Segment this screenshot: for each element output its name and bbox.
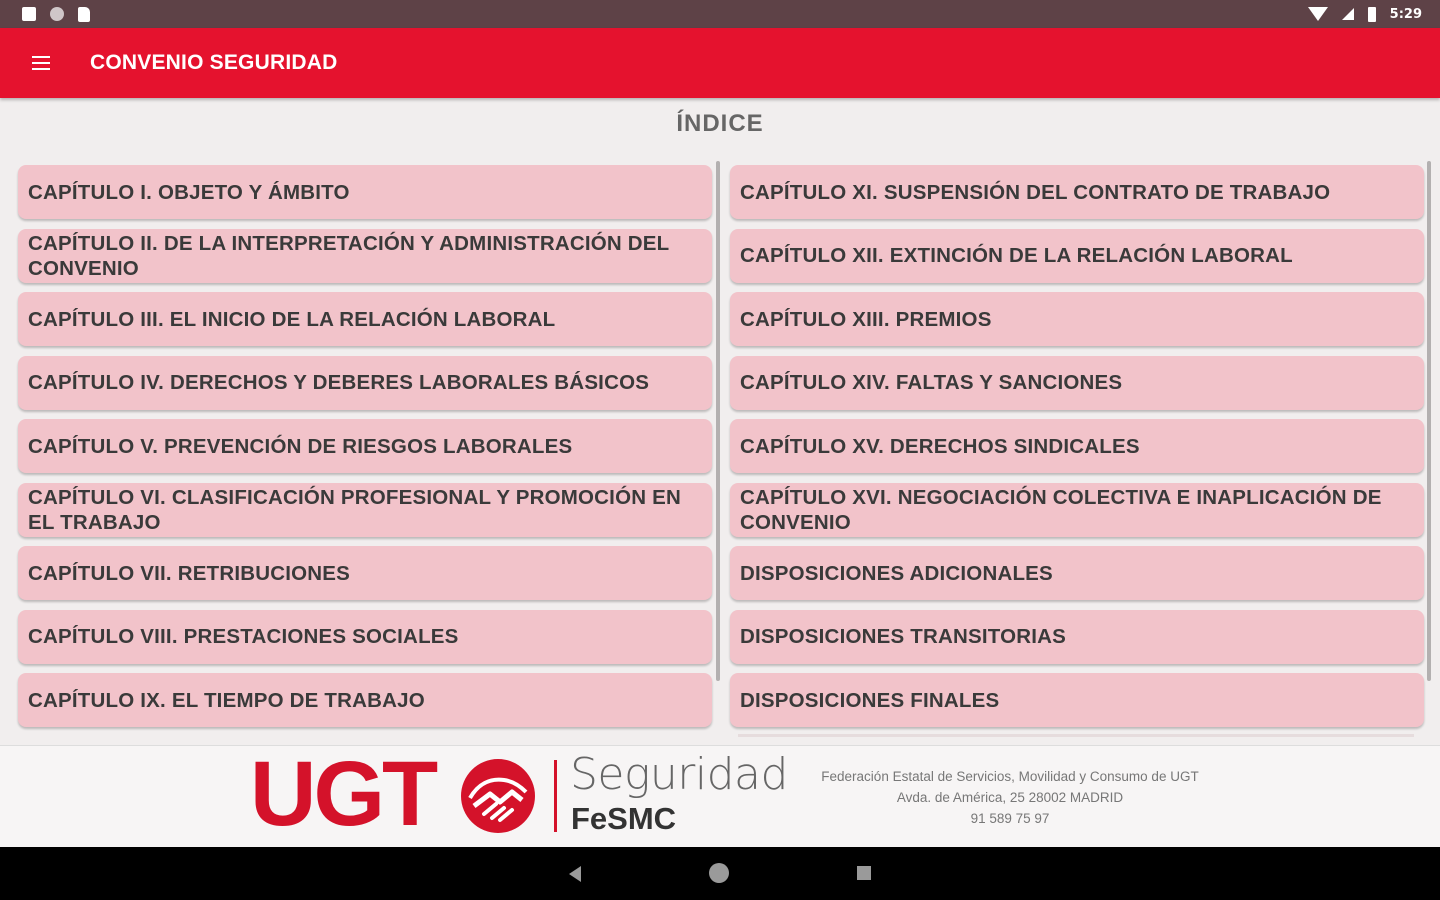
chapter-item[interactable]: CAPÍTULO VII. RETRIBUCIONES <box>18 546 712 600</box>
system-navigation-bar <box>0 847 1440 900</box>
chapter-item[interactable]: CAPÍTULO V. PREVENCIÓN DE RIESGOS LABORALES <box>18 419 712 473</box>
handshake-logo-icon <box>460 758 536 834</box>
chapter-item[interactable]: CAPÍTULO III. EL INICIO DE LA RELACIÓN LABORAL <box>18 292 712 346</box>
fesmc-logo-text: FeSMC <box>571 801 677 836</box>
footer-divider <box>554 760 557 832</box>
wifi-icon <box>1308 7 1328 21</box>
chapter-item[interactable]: DISPOSICIONES FINALES <box>730 673 1424 727</box>
left-scrollbar[interactable] <box>716 161 720 681</box>
chapter-item[interactable]: CAPÍTULO II. DE LA INTERPRETACIÓN Y ADMINISTRACIÓN DEL CONVENIO <box>18 229 712 283</box>
app-title: CONVENIO SEGURIDAD <box>90 51 338 74</box>
list-overflow-edge <box>738 734 1414 737</box>
status-bar <box>0 0 1440 28</box>
chapter-item[interactable]: CAPÍTULO XIII. PREMIOS <box>730 292 1424 346</box>
hamburger-menu-icon[interactable] <box>32 56 50 70</box>
contact-info <box>790 766 1230 829</box>
sync-icon <box>50 7 64 21</box>
contact-line: 91 589 75 97 <box>970 811 1050 826</box>
signal-icon <box>1342 8 1354 20</box>
contact-line: Avda. de América, 25 28002 MADRID <box>896 790 1124 805</box>
footer <box>0 745 1440 848</box>
index-title: ÍNDICE <box>676 110 764 137</box>
home-icon[interactable] <box>709 863 729 883</box>
right-scrollbar[interactable] <box>1427 161 1431 681</box>
app-bar <box>0 28 1440 98</box>
recent-apps-icon[interactable] <box>857 866 871 880</box>
chapter-item[interactable]: CAPÍTULO XVI. NEGOCIACIÓN COLECTIVA E INAPLICACIÓN DE CONVENIO <box>730 483 1424 537</box>
chapter-item[interactable]: CAPÍTULO IX. EL TIEMPO DE TRABAJO <box>18 673 712 727</box>
chapter-list-left <box>18 165 712 737</box>
notification-icon <box>22 7 36 21</box>
chapter-item[interactable]: CAPÍTULO I. OBJETO Y ÁMBITO <box>18 165 712 219</box>
chapter-item[interactable]: CAPÍTULO VIII. PRESTACIONES SOCIALES <box>18 610 712 664</box>
back-icon[interactable] <box>569 866 581 882</box>
chapter-item[interactable]: CAPÍTULO VI. CLASIFICACIÓN PROFESIONAL Y PROMOCIÓN EN EL TRABAJO <box>18 483 712 537</box>
ugt-logo-text: UGT <box>250 743 436 845</box>
battery-icon <box>1368 7 1376 22</box>
chapter-item[interactable]: DISPOSICIONES ADICIONALES <box>730 546 1424 600</box>
status-time: 5:29 <box>1389 6 1422 22</box>
seguridad-logo-text: Seguridad <box>570 749 788 800</box>
chapter-item[interactable]: CAPÍTULO XI. SUSPENSIÓN DEL CONTRATO DE TRABAJO <box>730 165 1424 219</box>
status-left-icons <box>22 7 90 22</box>
chapter-item[interactable]: CAPÍTULO IV. DERECHOS Y DEBERES LABORALES BÁSICOS <box>18 356 712 410</box>
sd-card-icon <box>78 7 90 22</box>
chapter-list-right <box>730 165 1424 737</box>
chapter-item[interactable]: CAPÍTULO XV. DERECHOS SINDICALES <box>730 419 1424 473</box>
chapter-item[interactable]: CAPÍTULO XII. EXTINCIÓN DE LA RELACIÓN LABORAL <box>730 229 1424 283</box>
status-right-icons <box>1308 7 1422 22</box>
chapter-item[interactable]: CAPÍTULO XIV. FALTAS Y SANCIONES <box>730 356 1424 410</box>
contact-line: Federación Estatal de Servicios, Movilidad y Consumo de UGT <box>821 769 1199 784</box>
chapter-item[interactable]: DISPOSICIONES TRANSITORIAS <box>730 610 1424 664</box>
